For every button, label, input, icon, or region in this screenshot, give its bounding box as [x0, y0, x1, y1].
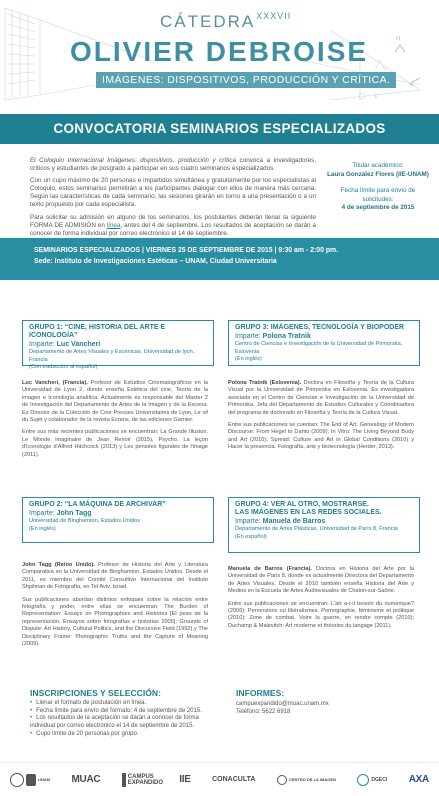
- group-1-bio: [22, 380, 208, 464]
- group-3-title: GRUPO 3: IMÁGENES, TECNOLOGÍA Y BIOPODER: [235, 324, 405, 331]
- contact-email[interactable]: campuexpandido@muac.unam.mx: [236, 701, 329, 707]
- inscripciones-title: INSCRIPCIONES Y SELECCIÓN:: [30, 688, 161, 698]
- inscripciones-list: [30, 700, 220, 739]
- academic-info: [325, 162, 431, 221]
- contact-phone: Teléfono: 5622 6918: [236, 709, 291, 715]
- group-1-language: (Con traducción al español): [29, 364, 98, 370]
- svg-text:K: K: [410, 82, 415, 88]
- group-3-instructor: Imparte: Polona Tratnik: [235, 333, 311, 340]
- group-1-bio-p2: Entre sus más recientes publicaciones se encuentran: La Grande Illusion. Le Monde imaginaire de Jean Renoir (2015), Psycho. La leçon d'iconologie d'Alfred Hitchcock (2013) y Les pensées figurales de l'image (2011).: [22, 429, 208, 458]
- intro-paragraph-1: El Coloquio Internacional Imágenes: dispositivos, producción y crítica convoca a investigadores, críticos y estudiantes de posgrado a participar en sus cuatro seminarios especializados.: [30, 157, 316, 173]
- conaculta-logo: CONACULTA: [212, 776, 256, 783]
- muac-logo: MUAC: [71, 774, 101, 785]
- unam-logo: UNAM: [10, 773, 50, 787]
- group-3-dept: Centro de Ciencias e Investigación de la Universidad de Primorska, Eslovenia: [235, 341, 403, 355]
- centro-de-la-imagen-logo: CENTRO DE LA IMAGEN: [277, 775, 336, 785]
- campus-expandido-logo: CAMPUS EXPANDIDO: [122, 773, 158, 787]
- group-2-dept: Universidad de Binghamton, Estados Unidos: [29, 518, 141, 524]
- group-2-bio: [22, 562, 208, 653]
- group-4-box: [228, 497, 420, 553]
- titular-label: Titular académico:: [352, 162, 404, 169]
- group-4-bio: [228, 566, 414, 635]
- group-3-bio: [228, 380, 414, 457]
- group-2-instructor: Imparte: John Tagg: [29, 510, 92, 517]
- group-1-dept: Departamento de Artes Visuales y Escénicas, Universidad de lyon, Francia: [29, 349, 195, 363]
- group-3-language: (En inglés): [235, 356, 262, 362]
- convocatoria-banner: [0, 114, 439, 144]
- deadline-value: 4 de septiembre de 2015: [341, 204, 415, 211]
- group-1-title: GRUPO 1: “CINE, HISTORIA DEL ARTE E ICONOLOGÍA”: [29, 324, 166, 339]
- intro-paragraph-3: Para solicitar su admisión en alguno de los seminarios, los postulantes deberán llenar la siguiente FORMA DE ADMISIÓN en línea, antes del 4 de septiembre. Los resultados de aceptación se darán a conocer de forma individual por correo electrónico el 14 de septiembre.: [30, 213, 316, 237]
- group-4-bio-p1: Manuela de Barros (Francia). Doctora en Historia del Arte por la Universidad de París 8, donde es actualmente Directora del Departamento de Artes Visuales. Desde el 2010 también enseña Historia del Arte y Medios en la Escuela de Artes Audiovisuales de Chalon-sur-Saône.: [228, 566, 414, 595]
- informes-title: INFORMES:: [236, 688, 285, 698]
- group-1-bio-p1: Luc Vancheri, (Francia). Profesor de Estudios Cinematográficos en la Universidad de Lyon 2, donde enseña Estética del cine, Teoría de la imagen e Iconología analítica. Actualmente es responsable del Master 2 de Investigación del Departamento de Artes de la Imagen y de la Escena. Es Director de la Colección de Cine Presses Universitaires de Lyon, Le vif du Sujet y colaborador de la revista Ecrans, de las ediciones Garnier.: [22, 380, 208, 424]
- catedra-title: $CÁTEDRA^{XXXVII}$: [160, 11, 292, 31]
- contact-info: [236, 700, 329, 716]
- deadline-label: Fecha límite para envío de solicitudes:: [340, 187, 416, 203]
- axa-logo: AXA: [408, 774, 429, 785]
- banner-title: CONVOCATORIA SEMINARIOS ESPECIALIZADOS: [53, 121, 386, 136]
- group-2-bio-p1: John Tagg (Reino Unido). Profesor de Historia del Arte y Literatura Comparativa en la Universidad de Binghamton, Estados Unidos. Desde el 2011, es miembro del Comité Consultivo Internacional del Instituto Shpilman de Fotografía, en Tel Aviv, Israel.: [22, 562, 208, 591]
- seminarios-schedule: SEMINARIOS ESPECIALIZADOS | VIERNES 25 DE SEPTIEMBRE DE 2015 | 9:30 am - 2:00 pm.: [34, 247, 339, 254]
- svg-text:H: H: [396, 36, 401, 42]
- group-2-bio-p2: Sus publicaciones abordan distintos enfoques sobre la relación entre fotografía y poder, entre ellas se encuentran: The Burden of Representation: Essays on Photographies and Histories [El peso de la representación. Ensayos sobre fotografías e historias 2005]; Grounds of Dispute: Art History, Cultural Politics, and the Discursive Field (1992) y The Disciplinary Frame: Photographic Truths and the Capture of Meaning (2009).: [22, 596, 208, 648]
- group-3-box: [228, 320, 420, 366]
- group-4-bio-p2: Entre sus publicaciones se encuentran: L'art a-t-il besoin du numérique? (2006); Perversions ou libéralismes. Pornographie, féminisme et politique (2010); Zone de combat. Voire la guerre, en rendre compte (2010); Duchamp & Malevitch: Art moderne et théories du langage (2011).: [228, 600, 414, 629]
- svg-text:F: F: [375, 95, 378, 100]
- list-item: • Llenar el formato de postulación en línea.: [30, 700, 220, 708]
- intro-paragraph-2: Con un cupo máximo de 20 personas e impartidos simultánea y gratuitamente por los especialistas al Coloquio, estos seminarios permitirán a los participantes dialogar con ellos de manera más cercana. Según las características de cada seminario, las sesiones girarán en torno a una presentación o a un texto propuesto por cada especialista.: [30, 177, 316, 209]
- group-4-title: GRUPO 4: VER AL OTRO, MOSTRARSE.: [235, 501, 369, 508]
- group-2-title: GRUPO 2: “LA MÁQUINA DE ARCHIVAR”: [29, 501, 166, 508]
- seminarios-bar: [0, 238, 439, 280]
- group-4-dept: Departamento de Artes Plásticas, Universidad de París 8, Francia: [235, 526, 398, 532]
- catedra-number: XXXVII: [256, 11, 292, 21]
- group-4-language: (En español): [235, 533, 267, 540]
- dgeci-logo: DGECI: [357, 774, 387, 786]
- intro-text: [30, 157, 316, 242]
- iie-logo: IIE: [179, 774, 191, 785]
- main-title: OLIVIER DEBROISE: [70, 36, 369, 67]
- list-item: • Cupo límite de 20 personas por grupo.: [30, 731, 220, 739]
- header: [0, 0, 439, 108]
- group-3-bio-p2: Entre sus publicaciones se cuentan: The End of Art. Genealogy of Modern Discourse: From Hegel to Danto (2009); In Vitro: The Living Beyond Body and Art (2010); Spread: Culture and Art in Global Conditions (2010) y Hacer la presencia. Fotografía, arte y biotecnología (Herder, 2013).: [228, 422, 414, 451]
- list-item: • Fecha límite para envío del formato: 4 de septiembre de 2015.: [30, 708, 220, 716]
- group-1-box: [22, 320, 214, 370]
- subtitle: IMÁGENES: DISPOSITIVOS, PRODUCCIÓN Y CRÍTICA.: [96, 72, 396, 88]
- seminarios-venue: Sede: Instituto de Investigaciones Estéticas – UNAM, Ciudad Universitaria: [34, 258, 277, 265]
- group-1-instructor: Imparte: Luc Vancheri: [29, 341, 101, 348]
- titular-value: Laura González Flores (IIE-UNAM): [327, 170, 429, 178]
- group-2-language: (En inglés): [29, 525, 56, 532]
- admission-form-link[interactable]: línea: [106, 221, 121, 229]
- sponsor-logos: [0, 762, 439, 796]
- group-4-title-line2: LAS IMÁGENES EN LAS REDES SOCIALES.: [235, 509, 382, 516]
- group-2-box: [22, 497, 214, 543]
- group-4-instructor: Imparte: Manuela de Barros: [235, 518, 326, 525]
- list-item: • Los resultados de la aceptación se darán a conocer de forma individual por correo electrónico el 14 de septiembre de 2015.: [30, 715, 220, 730]
- group-3-bio-p1: Polona Tratnik (Eslovenia). Doctora en Filosofía y Teoría de la Cultura Visual por la Universidad de Primorska en Eslovenia. Es investigadora asociada en el Centro de Ciencias e Investigación de la Universidad de Primorska. Jefa del Departamento de Estudios Culturales y Coordinadora del programa de doctorado en Filosofía y Teoría de la Cultura Visual.: [228, 380, 415, 416]
